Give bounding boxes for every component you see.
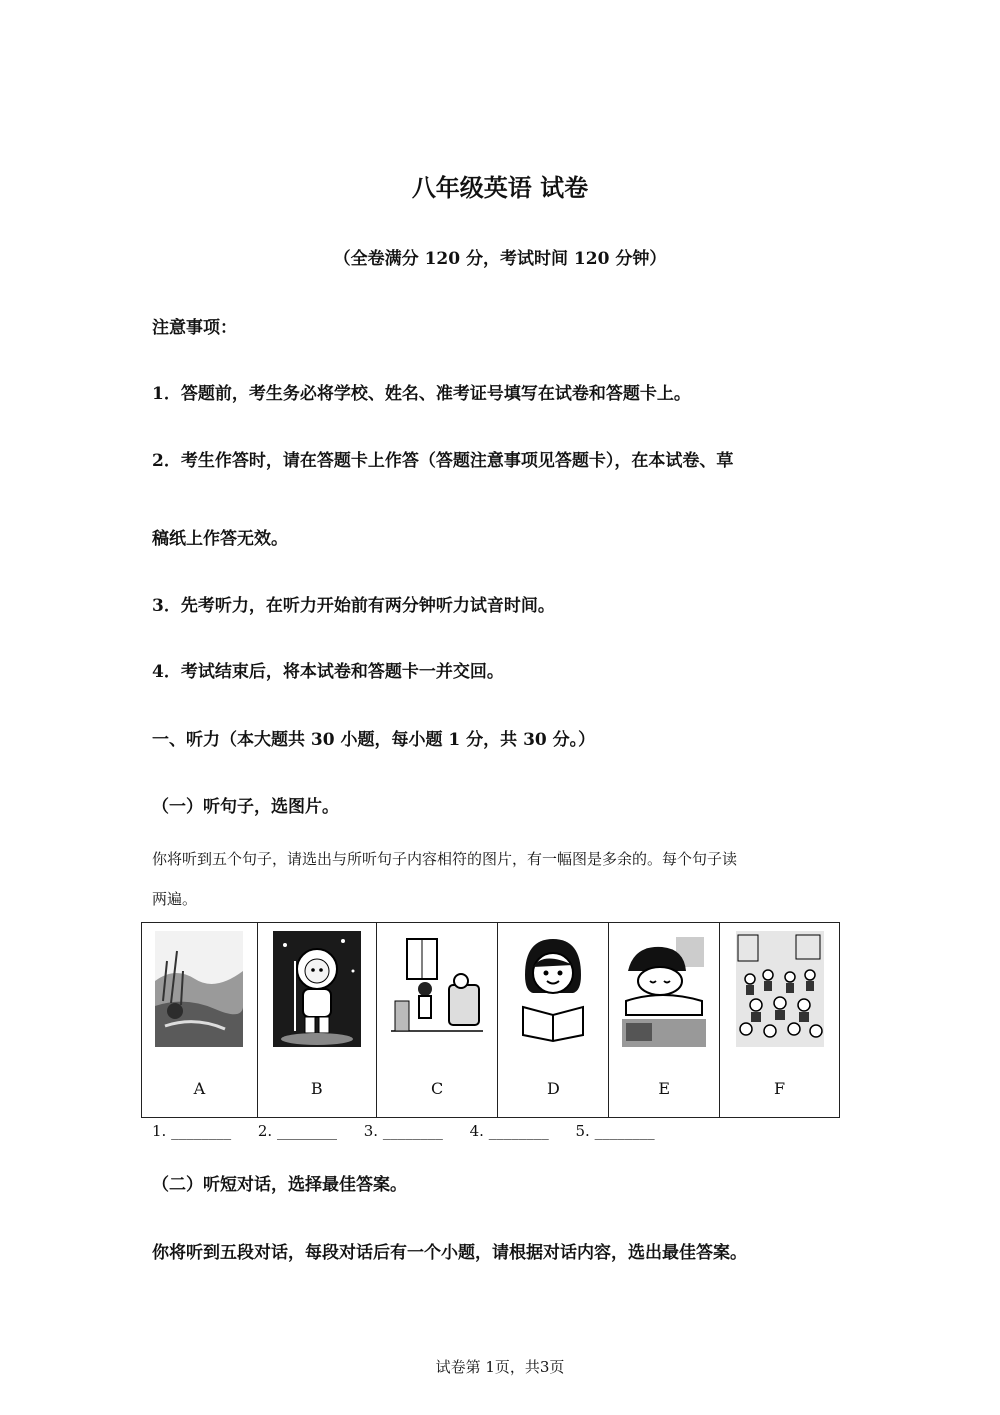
answer-blanks [152,1122,677,1140]
answer-blank[interactable]: 1. ________ [152,1122,232,1140]
picture-cell [609,923,720,1118]
crowd-icon [736,931,824,1047]
part-instruction: 两遍。 [152,890,198,908]
notice-item-continuation: 稿纸上作答无效。 [152,529,288,549]
exam-info: （全卷满分 120 分，考试时间 120 分钟） [333,249,667,269]
page-footer: 试卷第 1页，共3页 [435,1358,565,1376]
picture-cell [720,923,840,1118]
grandparents-room-icon [391,931,483,1047]
answer-blank[interactable]: 5. ________ [575,1122,655,1140]
notice-item: 1．答题前，考生务必将学校、姓名、准考证号填写在试卷和答题卡上。 [152,384,691,404]
picture-letter: B [310,1079,323,1098]
picture-letter: F [774,1079,786,1098]
picture-cell [498,923,609,1118]
answer-blank[interactable]: 2. ________ [257,1122,337,1140]
girl-reading-icon [511,931,595,1047]
picture-cell [376,923,498,1118]
picture-letter: A [193,1079,206,1098]
picture-letter: D [546,1079,560,1098]
notice-item: 2．考生作答时，请在答题卡上作答（答题注意事项见答题卡），在本试卷、草 [152,451,734,471]
page-title: 八年级英语 试卷 [411,174,589,202]
landscape-icon [155,931,243,1047]
answer-blank[interactable]: 3. ________ [363,1122,443,1140]
notice-item: 3．先考听力，在听力开始前有两分钟听力试音时间。 [152,596,555,616]
picture-table [141,922,840,1118]
astronaut-icon [273,931,361,1047]
picture-cell [257,923,376,1118]
part-instruction: 你将听到五个句子，请选出与所听句子内容相符的图片，有一幅图是多余的。每个句子读 [152,850,738,868]
picture-cell [142,923,258,1118]
sleeping-student-icon [622,931,706,1047]
section-heading: 一、听力（本大题共 30 小题，每小题 1 分，共 30 分。） [152,730,596,750]
part-heading: （二）听短对话，选择最佳答案。 [152,1175,407,1195]
picture-letter: E [658,1079,671,1098]
notice-item: 4．考试结束后，将本试卷和答题卡一并交回。 [152,662,504,682]
answer-blank[interactable]: 4. ________ [469,1122,549,1140]
part-instruction: 你将听到五段对话，每段对话后有一个小题，请根据对话内容，选出最佳答案。 [152,1243,747,1263]
picture-letter: C [430,1079,444,1098]
notice-heading: 注意事项： [152,318,237,338]
part-heading: （一）听句子，选图片。 [152,797,339,817]
